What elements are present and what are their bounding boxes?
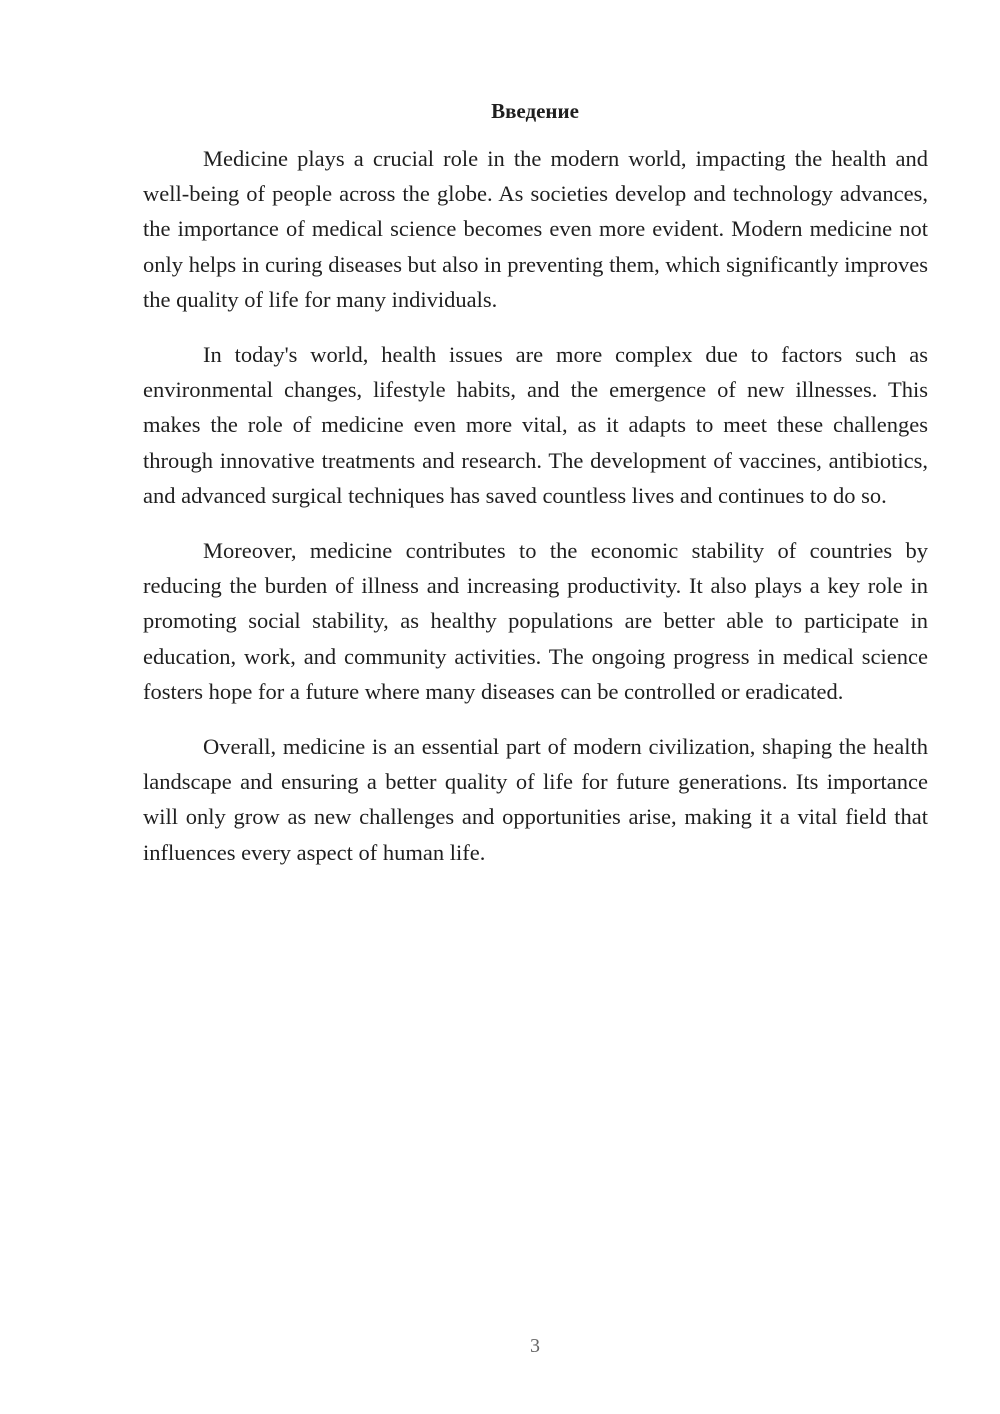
paragraph-2: In today's world, health issues are more complex due to factors such as environmental changes, lifestyle habits, and the emergence of new illnesses. This makes the role of medicine even more vital, as it adapts to meet these challenges through innovative treatments and research. The development of vaccines, antibiotics, and advanced surgical techniques has saved countless lives and continues to do so.: [143, 342, 928, 508]
body-text: [143, 141, 928, 890]
section-heading: Введение: [491, 99, 579, 123]
paragraph-1: Medicine plays a crucial role in the modern world, impacting the health and well-being of people across the globe. As societies develop and technology advances, the importance of medical science becomes even more evident. Modern medicine not only helps in curing diseases but also in preventing them, which significantly improves the quality of life for many individuals.: [143, 146, 928, 312]
paragraph-3: Moreover, medicine contributes to the economic stability of countries by reducing the burden of illness and increasing productivity. It also plays a key role in promoting social stability, as healthy populations are better able to participate in education, work, and community activities. The ongoing progress in medical science fosters hope for a future where many diseases can be controlled or eradicated.: [143, 538, 928, 704]
paragraph-4: Overall, medicine is an essential part of modern civilization, shaping the health landscape and ensuring a better quality of life for future generations. Its importance will only grow as new challenges and opportunities arise, making it a vital field that influences every aspect of human life.: [143, 734, 928, 865]
page-number: 3: [530, 1335, 540, 1357]
